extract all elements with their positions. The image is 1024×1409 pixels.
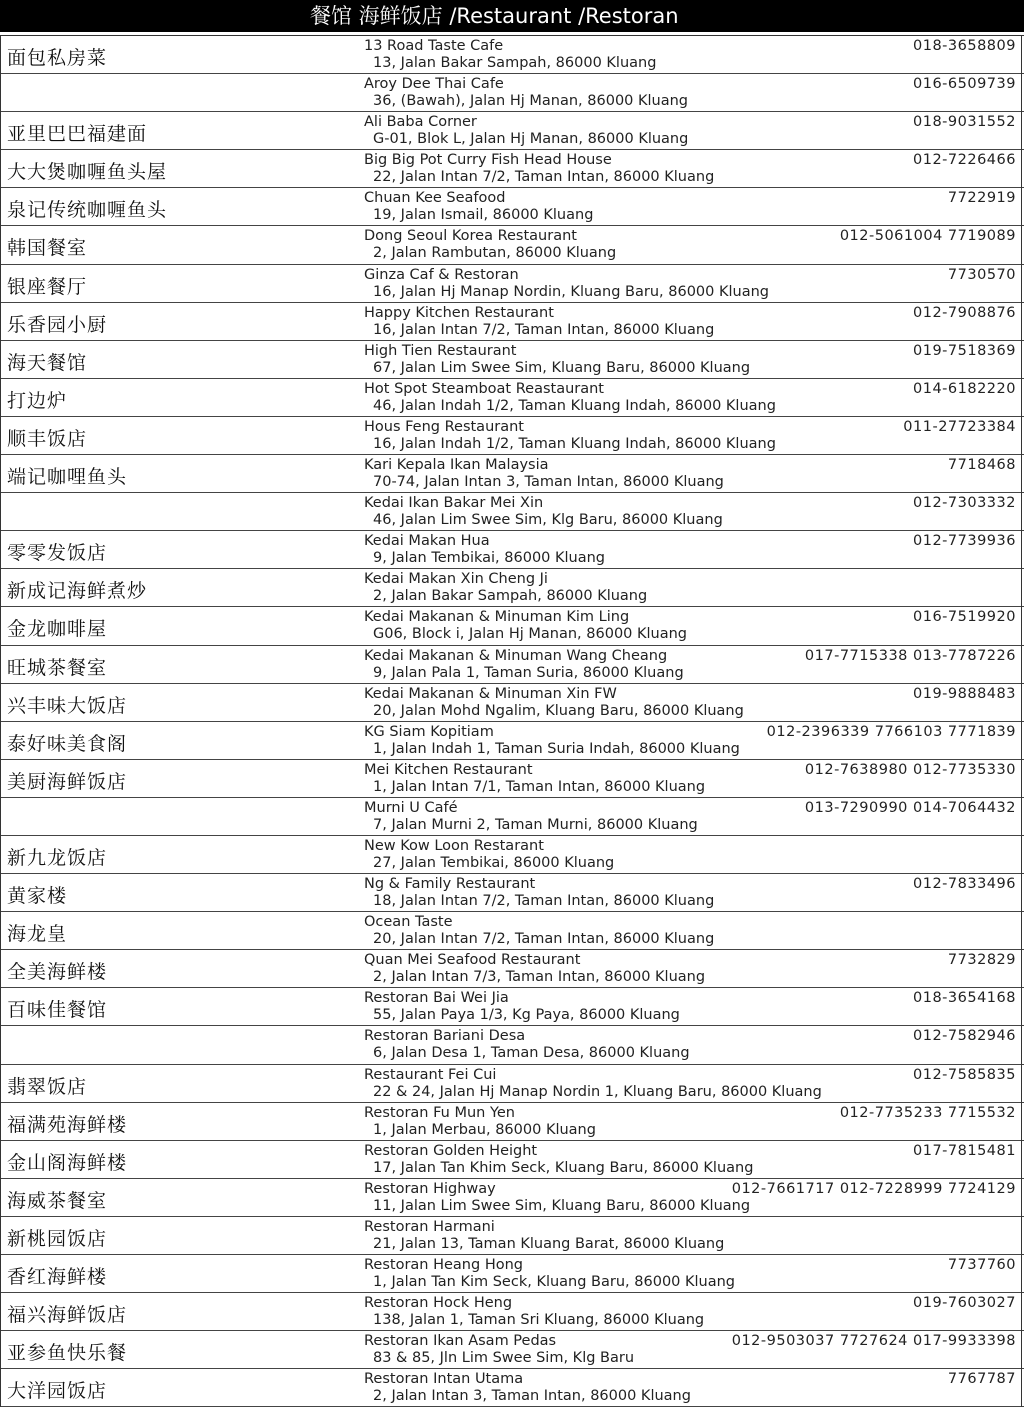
phone-number: 7722919	[947, 190, 1016, 207]
restaurant-address: 22 & 24, Jalan Hj Manap Nordin 1, Kluang Baru, 86000 Kluang	[373, 1083, 822, 1100]
phone-number: 019-9888483	[913, 685, 1016, 702]
phone-number: 014-6182220	[913, 380, 1016, 397]
restaurant-address: 11, Jalan Lim Swee Sim, Kluang Baru, 86000 Kluang	[373, 1197, 751, 1214]
restaurant-name: Restoran Bai Wei Jia	[364, 990, 509, 1007]
chinese-name: 海天餐馆	[7, 351, 88, 374]
restaurant-address: 9, Jalan Pala 1, Taman Suria, 86000 Kluang	[373, 664, 684, 681]
restaurant-name: Aroy Dee Thai Cafe	[364, 76, 504, 93]
restaurant-address: 16, Jalan Intan 7/2, Taman Intan, 86000 Kluang	[373, 321, 715, 338]
restaurant-name: Restaurant Fei Cui	[364, 1066, 497, 1083]
restaurant-address: 46, Jalan Lim Swee Sim, Klg Baru, 86000 Kluang	[373, 512, 723, 529]
list-item	[0, 36, 1024, 74]
phone-number: 012-7226466	[913, 152, 1016, 169]
phone-number: 019-7603027	[913, 1295, 1016, 1312]
chinese-name: 面包私房菜	[7, 47, 108, 69]
chinese-name: 海威茶餐室	[7, 1189, 108, 1212]
phone-number: 019-7518369	[913, 342, 1016, 359]
restaurant-name: Ocean Taste	[364, 914, 453, 931]
restaurant-name: Ng & Family Restaurant	[364, 876, 536, 893]
phone-number: 012-7739936	[913, 533, 1016, 550]
chinese-name: 旺城茶餐室	[7, 656, 108, 679]
list-item	[0, 1065, 1024, 1103]
restaurant-name: Chuan Kee Seafood	[364, 190, 506, 207]
phone-number: 012-2396339 7766103 7771839	[766, 723, 1016, 740]
phone-number: 7732829	[947, 952, 1016, 969]
restaurant-address: 21, Jalan 13, Taman Kluang Barat, 86000 Kluang	[373, 1235, 725, 1252]
phone-number: 7767787	[947, 1371, 1016, 1388]
chinese-name: 顺丰饭店	[7, 427, 88, 450]
phone-number: 018-9031552	[913, 114, 1016, 131]
restaurant-address: 46, Jalan Indah 1/2, Taman Kluang Indah, 86000 Kluang	[373, 397, 776, 414]
phone-number: 016-6509739	[913, 76, 1016, 93]
list-item	[0, 1179, 1024, 1217]
restaurant-address: 13, Jalan Bakar Sampah, 86000 Kluang	[373, 55, 657, 71]
restaurant-name: KG Siam Kopitiam	[364, 723, 494, 740]
chinese-name: 亚里巴巴福建面	[7, 123, 148, 146]
restaurant-name: Restoran Harmani	[364, 1218, 495, 1235]
list-item	[0, 265, 1024, 303]
restaurant-name: Quan Mei Seafood Restaurant	[364, 952, 581, 969]
restaurant-address: 55, Jalan Paya 1/3, Kg Paya, 86000 Kluang	[373, 1007, 680, 1024]
chinese-name: 乐香园小厨	[7, 313, 108, 336]
restaurant-list	[0, 35, 1024, 1407]
chinese-name: 大大煲咖喱鱼头屋	[7, 161, 168, 184]
restaurant-address: 2, Jalan Intan 7/3, Taman Intan, 86000 Kluang	[373, 969, 706, 986]
list-item	[0, 493, 1024, 531]
list-item	[0, 1217, 1024, 1255]
restaurant-address: G-01, Blok L, Jalan Hj Manan, 86000 Kluang	[373, 131, 689, 148]
restaurant-address: 22, Jalan Intan 7/2, Taman Intan, 86000 Kluang	[373, 169, 715, 186]
chinese-name: 新桃园饭店	[7, 1227, 108, 1250]
phone-number: 012-7735233 7715532	[839, 1104, 1016, 1121]
restaurant-name: Ginza Caf & Restoran	[364, 266, 519, 283]
list-item	[0, 684, 1024, 722]
phone-number: 012-7638980 012-7735330	[804, 761, 1016, 778]
list-item	[0, 531, 1024, 569]
chinese-name: 泰好味美食阁	[7, 732, 128, 755]
list-item	[0, 1369, 1024, 1407]
list-item	[0, 950, 1024, 988]
restaurant-name: High Tien Restaurant	[364, 342, 517, 359]
restaurant-address: 70-74, Jalan Intan 3, Taman Intan, 86000 Kluang	[373, 474, 724, 491]
restaurant-name: Restoran Hock Heng	[364, 1295, 513, 1312]
phone-number: 011-27723384	[903, 418, 1016, 435]
list-item	[0, 646, 1024, 684]
list-item	[0, 341, 1024, 379]
list-item	[0, 226, 1024, 264]
restaurant-name: Mei Kitchen Restaurant	[364, 761, 533, 778]
restaurant-name: Restoran Highway	[364, 1180, 496, 1197]
list-item	[0, 607, 1024, 645]
restaurant-address: 7, Jalan Murni 2, Taman Murni, 86000 Kluang	[373, 816, 698, 833]
chinese-name: 福兴海鲜饭店	[7, 1304, 128, 1327]
phone-number: 016-7519920	[913, 609, 1016, 626]
restaurant-address: 27, Jalan Tembikai, 86000 Kluang	[373, 854, 615, 871]
restaurant-address: 16, Jalan Indah 1/2, Taman Kluang Indah, 86000 Kluang	[373, 435, 776, 452]
chinese-name: 金龙咖啡屋	[7, 618, 108, 641]
chinese-name: 新九龙饭店	[7, 846, 108, 869]
chinese-name: 黄家楼	[7, 885, 68, 908]
restaurant-address: 17, Jalan Tan Khim Seck, Kluang Baru, 86000 Kluang	[373, 1159, 754, 1176]
phone-number: 012-7833496	[913, 876, 1016, 893]
list-item	[0, 798, 1024, 836]
restaurant-name: Big Big Pot Curry Fish Head House	[364, 152, 612, 169]
phone-number: 017-7815481	[913, 1142, 1016, 1159]
list-item	[0, 1026, 1024, 1064]
restaurant-name: Kedai Makanan & Minuman Xin FW	[364, 685, 617, 702]
restaurant-address: 2, Jalan Intan 3, Taman Intan, 86000 Kluang	[373, 1388, 691, 1405]
chinese-name: 美厨海鲜饭店	[7, 770, 128, 793]
list-item	[0, 417, 1024, 455]
restaurant-name: Dong Seoul Korea Restaurant	[364, 228, 577, 245]
restaurant-address: 1, Jalan Indah 1, Taman Suria Indah, 86000 Kluang	[373, 740, 740, 757]
phone-number: 018-3654168	[913, 990, 1016, 1007]
list-item	[0, 874, 1024, 912]
list-item	[0, 74, 1024, 112]
phone-number: 012-7661717 012-7228999 7724129	[731, 1180, 1016, 1197]
chinese-name: 零零发饭店	[7, 542, 108, 565]
chinese-name: 打边炉	[7, 389, 68, 412]
chinese-name: 翡翠饭店	[7, 1075, 88, 1098]
chinese-name: 海龙皇	[7, 923, 68, 946]
phone-number: 012-7908876	[913, 304, 1016, 321]
phone-number: 7737760	[947, 1257, 1016, 1273]
list-item	[0, 569, 1024, 607]
restaurant-name: Hot Spot Steamboat Reastaurant	[364, 380, 604, 397]
phone-number: 012-7303332	[913, 495, 1016, 512]
restaurant-name: Kari Kepala Ikan Malaysia	[364, 457, 549, 474]
section-header	[0, 0, 1024, 32]
phone-number: 018-3658809	[913, 38, 1016, 54]
list-item	[0, 836, 1024, 874]
list-item	[0, 1103, 1024, 1141]
list-item	[0, 988, 1024, 1026]
chinese-name: 银座餐厅	[7, 275, 88, 298]
restaurant-name: Restoran Ikan Asam Pedas	[364, 1333, 557, 1350]
restaurant-address: 67, Jalan Lim Swee Sim, Kluang Baru, 86000 Kluang	[373, 359, 751, 376]
phone-number: 7718468	[947, 457, 1016, 474]
restaurant-name: Restoran Golden Height	[364, 1142, 538, 1159]
restaurant-address: 1, Jalan Intan 7/1, Taman Intan, 86000 Kluang	[373, 778, 706, 795]
section-title: 餐馆 海鲜饭店 /Restaurant /Restoran	[310, 4, 679, 28]
restaurant-name: Kedai Makan Xin Cheng Ji	[364, 571, 548, 588]
list-item	[0, 188, 1024, 226]
restaurant-address: G06, Block i, Jalan Hj Manan, 86000 Kluang	[373, 626, 688, 643]
restaurant-address: 9, Jalan Tembikai, 86000 Kluang	[373, 550, 606, 567]
chinese-name: 金山阁海鲜楼	[7, 1151, 128, 1174]
chinese-name: 福满苑海鲜楼	[7, 1113, 128, 1136]
restaurant-address: 36, (Bawah), Jalan Hj Manan, 86000 Kluang	[373, 93, 689, 110]
chinese-name: 全美海鲜楼	[7, 961, 108, 984]
list-item	[0, 1331, 1024, 1369]
list-item	[0, 912, 1024, 950]
phone-number: 012-7585835	[913, 1066, 1016, 1083]
list-item	[0, 112, 1024, 150]
restaurant-address: 18, Jalan Intan 7/2, Taman Intan, 86000 Kluang	[373, 893, 715, 910]
list-item	[0, 1293, 1024, 1331]
list-item	[0, 303, 1024, 341]
restaurant-address: 138, Jalan 1, Taman Sri Kluang, 86000 Kluang	[373, 1312, 705, 1329]
phone-number: 012-5061004 7719089	[839, 228, 1016, 245]
list-item	[0, 1255, 1024, 1293]
phone-number: 012-9503037 7727624 017-9933398	[731, 1333, 1016, 1350]
restaurant-name: Restoran Intan Utama	[364, 1371, 524, 1388]
restaurant-address: 20, Jalan Mohd Ngalim, Kluang Baru, 86000 Kluang	[373, 702, 744, 719]
restaurant-name: Kedai Makan Hua	[364, 533, 490, 550]
restaurant-name: New Kow Loon Restarant	[364, 837, 544, 854]
list-item	[0, 1141, 1024, 1179]
list-item	[0, 150, 1024, 188]
restaurant-address: 6, Jalan Desa 1, Taman Desa, 86000 Kluang	[373, 1045, 690, 1062]
restaurant-address: 20, Jalan Intan 7/2, Taman Intan, 86000 Kluang	[373, 931, 715, 948]
chinese-name: 兴丰味大饭店	[7, 694, 128, 717]
chinese-name: 百味佳餐馆	[7, 999, 108, 1022]
restaurant-name: Restoran Heang Hong	[364, 1257, 523, 1273]
restaurant-name: Ali Baba Corner	[364, 114, 477, 131]
restaurant-name: Hous Feng Restaurant	[364, 418, 524, 435]
restaurant-name: 13 Road Taste Cafe	[364, 38, 504, 54]
restaurant-address: 1, Jalan Merbau, 86000 Kluang	[373, 1121, 596, 1138]
list-item	[0, 379, 1024, 417]
restaurant-name: Kedai Makanan & Minuman Wang Cheang	[364, 647, 668, 664]
chinese-name: 泉记传统咖喱鱼头	[7, 199, 168, 222]
chinese-name: 亚参鱼快乐餐	[7, 1342, 128, 1365]
restaurant-address: 19, Jalan Ismail, 86000 Kluang	[373, 207, 594, 224]
chinese-name: 香红海鲜楼	[7, 1266, 108, 1288]
chinese-name: 新成记海鲜煮炒	[7, 580, 148, 603]
phone-number: 013-7290990 014-7064432	[804, 799, 1016, 816]
restaurant-address: 2, Jalan Bakar Sampah, 86000 Kluang	[373, 588, 648, 605]
restaurant-name: Restoran Bariani Desa	[364, 1028, 526, 1045]
phone-number: 7730570	[947, 266, 1016, 283]
restaurant-address: 2, Jalan Rambutan, 86000 Kluang	[373, 245, 617, 262]
restaurant-address: 83 & 85, Jln Lim Swee Sim, Klg Baru	[373, 1350, 635, 1367]
restaurant-address: 16, Jalan Hj Manap Nordin, Kluang Baru, 86000 Kluang	[373, 283, 769, 300]
restaurant-address: 1, Jalan Tan Kim Seck, Kluang Baru, 86000 Kluang	[373, 1274, 736, 1290]
restaurant-name: Kedai Ikan Bakar Mei Xin	[364, 495, 544, 512]
phone-number: 017-7715338 013-7787226	[804, 647, 1016, 664]
list-item	[0, 722, 1024, 760]
list-item	[0, 455, 1024, 493]
chinese-name: 端记咖哩鱼头	[7, 466, 128, 489]
restaurant-name: Kedai Makanan & Minuman Kim Ling	[364, 609, 630, 626]
restaurant-name: Happy Kitchen Restaurant	[364, 304, 554, 321]
phone-number: 012-7582946	[913, 1028, 1016, 1045]
restaurant-name: Murni U Café	[364, 799, 458, 816]
chinese-name: 大洋园饭店	[7, 1380, 108, 1403]
chinese-name: 韩国餐室	[7, 237, 88, 260]
list-item	[0, 760, 1024, 798]
restaurant-name: Restoran Fu Mun Yen	[364, 1104, 515, 1121]
